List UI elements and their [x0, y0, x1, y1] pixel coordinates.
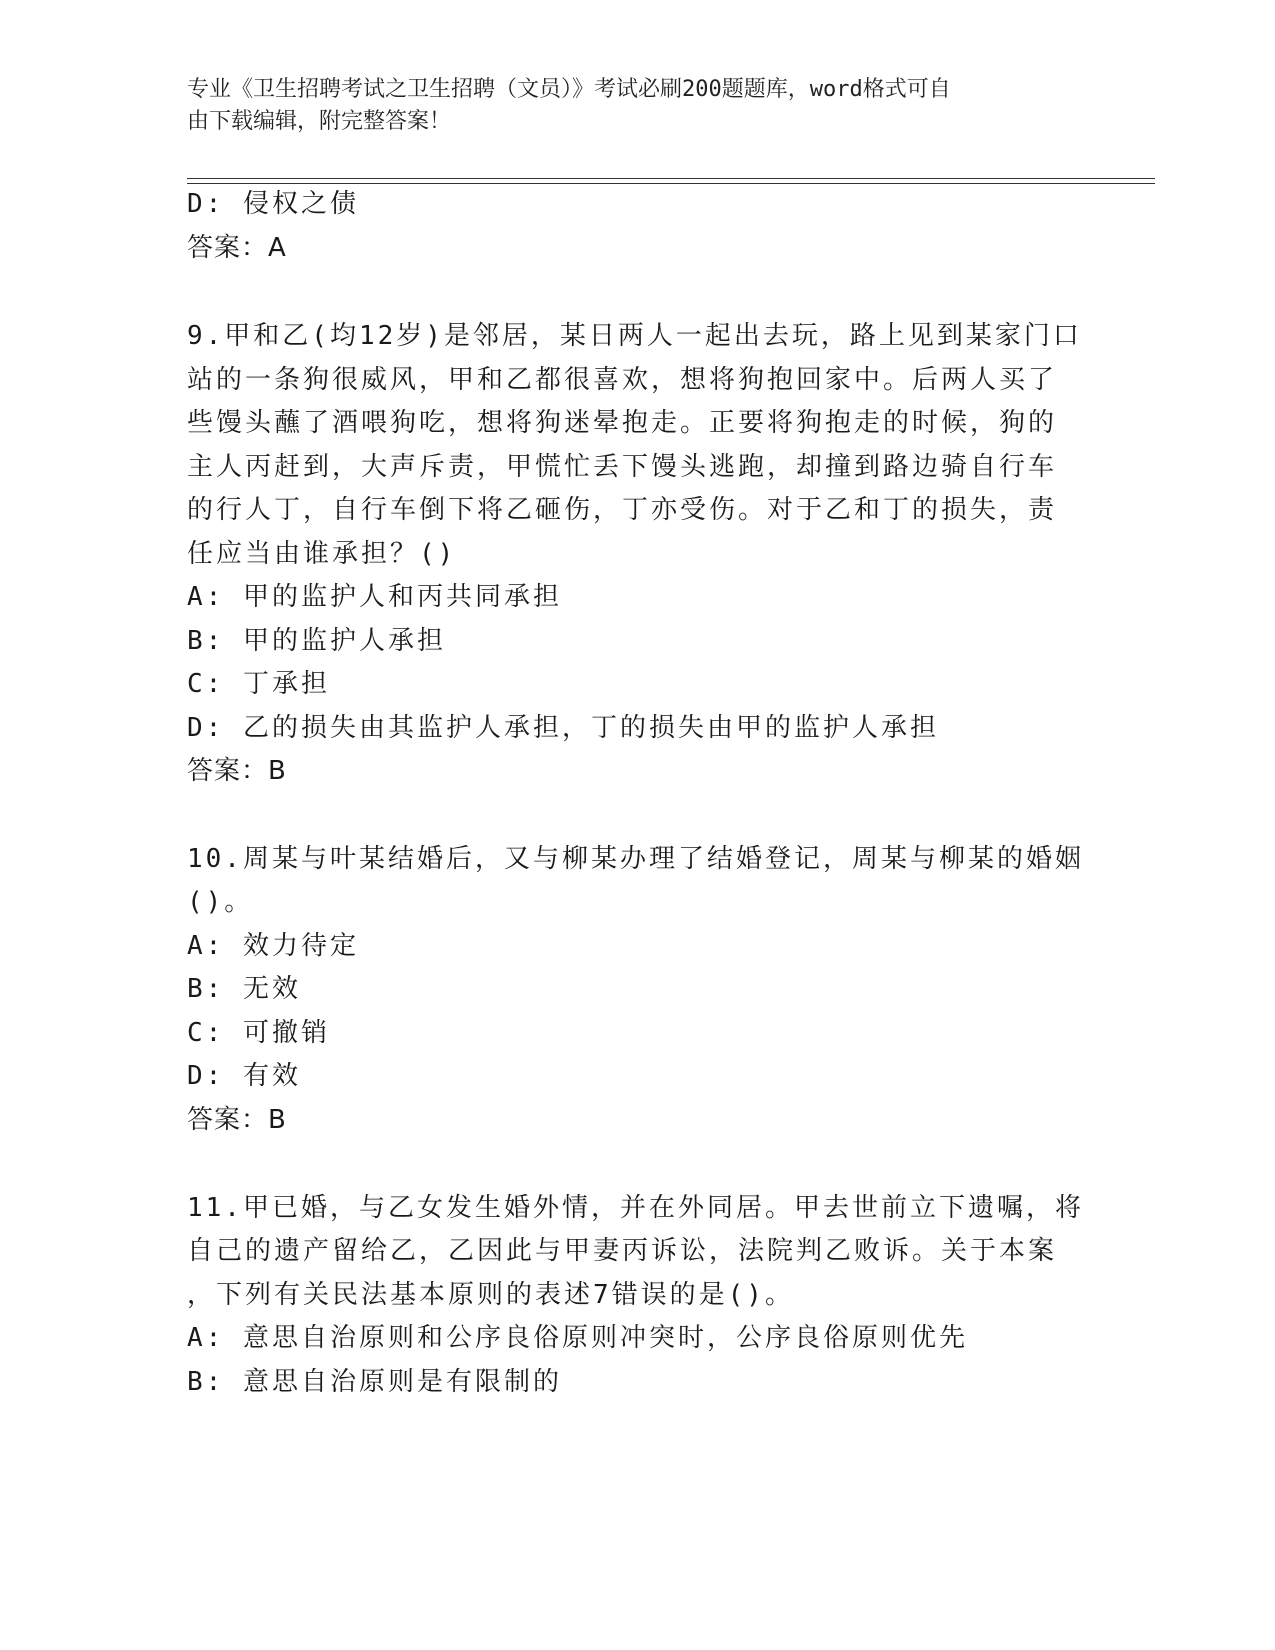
q11-option-a: A: 意思自治原则和公序良俗原则冲突时，公序良俗原则优先: [187, 1323, 968, 1353]
prev-answer: 答案：A: [187, 233, 287, 263]
header-line-2: 由下载编辑，附完整答案！: [187, 109, 452, 134]
q9-option-d: D: 乙的损失由其监护人承担，丁的损失由甲的监护人承担: [187, 713, 939, 743]
header-line-1: 专业《卫生招聘考试之卫生招聘（文员）》考试必刷200题题库，word格式可自: [187, 77, 951, 102]
q11-stem-line: 自己的遗产留给乙，乙因此与甲妻丙诉讼，法院判乙败诉。关于本案: [187, 1236, 1058, 1266]
q9-answer: 答案：B: [187, 756, 287, 786]
q9-stem-line: 任应当由谁承担？(): [187, 539, 457, 569]
q10-stem-line: ()。: [187, 887, 254, 917]
q11-stem-line: 11.甲已婚，与乙女发生婚外情，并在外同居。甲去世前立下遗嘱，将: [187, 1193, 1084, 1223]
q11-option-b: B: 意思自治原则是有限制的: [187, 1367, 562, 1397]
q9-stem-line: 的行人丁，自行车倒下将乙砸伤，丁亦受伤。对于乙和丁的损失，责: [187, 495, 1058, 525]
q9-stem-line: 些馒头蘸了酒喂狗吃，想将狗迷晕抱走。正要将狗抱走的时候，狗的: [187, 408, 1058, 438]
q10-answer: 答案：B: [187, 1105, 287, 1135]
prev-option-d: D: 侵权之债: [187, 189, 359, 219]
q10-stem-line: 10.周某与叶某结婚后，又与柳某办理了结婚登记，周某与柳某的婚姻: [187, 844, 1084, 874]
q10-option-b: B: 无效: [187, 974, 301, 1004]
q10-option-c: C: 可撤销: [187, 1018, 330, 1048]
q11-stem-line: ，下列有关民法基本原则的表述7错误的是()。: [187, 1280, 794, 1310]
q9-stem-line: 站的一条狗很威风，甲和乙都很喜欢，想将狗抱回家中。后两人买了: [187, 365, 1058, 395]
q9-option-c: C: 丁承担: [187, 669, 330, 699]
q9-option-b: B: 甲的监护人承担: [187, 626, 446, 656]
q9-stem-line: 9.甲和乙(均12岁)是邻居，某日两人一起出去玩，路上见到某家门口: [187, 321, 1082, 351]
page-header: [187, 74, 1067, 138]
q9-option-a: A: 甲的监护人和丙共同承担: [187, 582, 562, 612]
q10-option-a: A: 效力待定: [187, 931, 359, 961]
q9-stem-line: 主人丙赶到，大声斥责，甲慌忙丢下馒头逃跑，却撞到路边骑自行车: [187, 452, 1058, 482]
q10-option-d: D: 有效: [187, 1061, 301, 1091]
header-divider-top: [187, 178, 1155, 179]
